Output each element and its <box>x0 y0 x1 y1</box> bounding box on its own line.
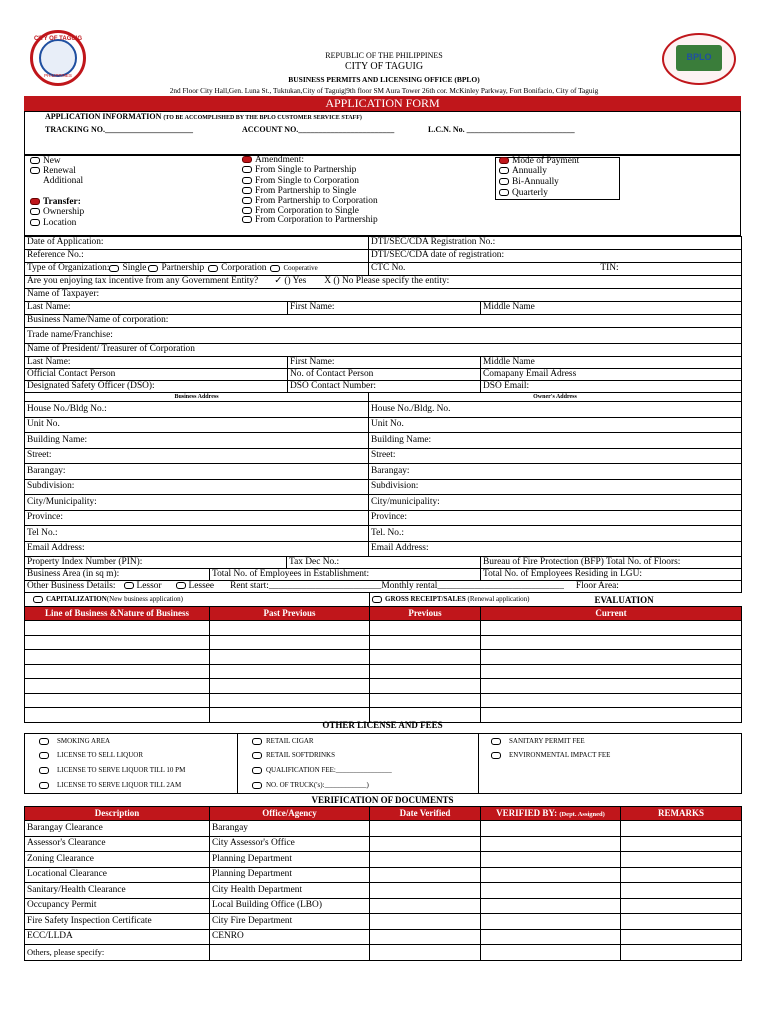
retail-cigar-checkbox[interactable] <box>252 738 262 745</box>
past-previous-cell[interactable] <box>210 664 370 679</box>
sanitary-permit-checkbox[interactable] <box>491 738 501 745</box>
table-row <box>25 821 742 837</box>
doc-office: City Health Department <box>210 883 370 899</box>
amendment-option-3-checkbox[interactable] <box>242 187 252 194</box>
cooperative-label: Cooperative <box>283 264 318 273</box>
account-no-field[interactable]: ACCOUNT NO.________________________ <box>242 125 395 134</box>
rent-start-field[interactable]: Rent start:________________________ <box>230 580 382 591</box>
verified-by-cell[interactable] <box>481 898 621 914</box>
trade-name-field[interactable]: Trade name/Franchise: <box>25 328 742 344</box>
contact-person-field[interactable]: Official Contact Person <box>25 369 288 381</box>
date-verified-cell[interactable] <box>370 898 481 914</box>
doc-office: Local Building Office (LBO) <box>210 898 370 914</box>
tax-incentive-field[interactable] <box>25 276 742 289</box>
business-address-title: Business Address <box>25 393 369 402</box>
lessor-checkbox[interactable] <box>124 582 134 589</box>
gross-receipt-label: GROSS RECEIPT/SALES <box>385 595 466 604</box>
current-cell[interactable] <box>481 693 742 708</box>
liquor-2am-option[interactable] <box>25 779 238 794</box>
own-barangay-field[interactable]: Barangay: <box>369 464 742 480</box>
lessee-label: Lessee <box>188 580 215 591</box>
amendment-option-2[interactable] <box>242 177 359 186</box>
taxpayer-name-label: Name of Taxpayer: <box>25 289 742 302</box>
past-previous-cell[interactable] <box>210 621 370 636</box>
retail-softdrinks-option[interactable] <box>238 749 479 764</box>
owner-address-title: Owner's Address <box>369 393 742 402</box>
gross-receipt-option[interactable] <box>370 593 742 607</box>
payment-mode-label: Mode of Payment <box>512 156 580 166</box>
past-previous-cell[interactable] <box>210 693 370 708</box>
doc-office: Barangay <box>210 821 370 837</box>
verified-by-cell[interactable] <box>481 883 621 899</box>
date-of-application-field[interactable]: Date of Application: <box>25 237 369 250</box>
biz-barangay-field[interactable]: Barangay: <box>25 464 369 480</box>
previous-cell[interactable] <box>370 679 481 694</box>
corporation-label: Corporation <box>221 263 267 274</box>
remarks-cell[interactable] <box>621 867 742 883</box>
date-verified-cell[interactable] <box>370 836 481 852</box>
biz-province-field[interactable]: Province: <box>25 510 369 526</box>
current-header: Current <box>481 607 742 621</box>
evaluation-label: EVALUATION <box>594 594 654 605</box>
current-cell[interactable] <box>481 664 742 679</box>
doc-office: Planning Department <box>210 867 370 883</box>
table-row <box>25 836 742 852</box>
reference-no-field[interactable]: Reference No.: <box>25 250 369 263</box>
dso-email-field[interactable]: DSO Email: <box>481 381 742 393</box>
corporation-checkbox[interactable] <box>208 265 218 272</box>
amendment-option-6-checkbox[interactable] <box>242 216 252 223</box>
verified-by-cell[interactable] <box>481 821 621 837</box>
past-previous-header: Past Previous <box>210 607 370 621</box>
biz-subdivision-field[interactable]: Subdivision: <box>25 479 369 495</box>
transfer-location[interactable] <box>30 219 76 228</box>
lcn-no-field[interactable]: L.C.N. No. ___________________________ <box>428 125 575 134</box>
payment-mode-checkbox[interactable] <box>499 157 509 164</box>
taxpayer-first-name-field[interactable]: First Name: <box>288 302 481 315</box>
seal-text: CITY OF TAGUIG <box>33 36 83 42</box>
empty-cell <box>479 764 742 779</box>
bplo-seal-text: BPLO <box>686 52 712 62</box>
doc-description: Locational Clearance <box>25 867 210 883</box>
type-transfer[interactable] <box>30 198 81 207</box>
dept-assigned-label: (Dept. Assigned) <box>559 810 605 818</box>
amendment-option-5-label: From Corporation to Single <box>255 206 359 216</box>
lgu-employees-field[interactable]: Total No. of Employees Residing in LGU: <box>481 569 742 581</box>
quarterly-checkbox[interactable] <box>499 189 509 196</box>
doc-description: Assessor's Clearance <box>25 836 210 852</box>
retail-softdrinks-label: RETAIL SOFTDRINKS <box>266 751 335 760</box>
own-city-field[interactable]: City/municipality: <box>369 495 742 511</box>
application-info-title: APPLICATION INFORMATION <box>45 112 162 121</box>
doc-office: Planning Department <box>210 852 370 868</box>
amendment-option-4-checkbox[interactable] <box>242 197 252 204</box>
tracking-no-field[interactable]: TRACKING NO.______________________ <box>45 125 194 134</box>
lessor-label: Lessor <box>136 580 162 591</box>
amendment-option-6[interactable] <box>242 216 378 225</box>
liquor-2am-label: LICENSE TO SERVE LIQUOR TILL 2AM <box>57 781 182 790</box>
general-info-table <box>24 236 742 393</box>
previous-cell[interactable] <box>370 650 481 665</box>
verified-by-header <box>481 807 621 821</box>
business-line-cell[interactable] <box>25 650 210 665</box>
payment-quarterly-label: Quarterly <box>512 188 548 198</box>
transfer-ownership[interactable] <box>30 208 84 217</box>
employees-field[interactable]: Total No. of Employees in Establishment: <box>210 569 481 581</box>
office-name: BUSINESS PERMITS AND LICENSING OFFICE (BPLO) <box>288 75 480 84</box>
date-verified-cell[interactable] <box>370 929 481 945</box>
verification-title: VERIFICATION OF DOCUMENTS <box>311 795 454 805</box>
date-verified-cell[interactable] <box>370 883 481 899</box>
biz-building-name-field[interactable]: Building Name: <box>25 433 369 449</box>
truck-count-checkbox[interactable] <box>252 782 262 789</box>
capitalization-label: CAPITALIZATION <box>46 595 107 604</box>
dso-field[interactable]: Designated Safety Officer (DSO): <box>25 381 288 393</box>
environmental-fee-option[interactable] <box>479 749 742 764</box>
business-name-field[interactable]: Business Name/Name of corporation: <box>25 315 742 328</box>
date-verified-header: Date Verified <box>370 807 481 821</box>
business-lines-table <box>24 592 742 723</box>
location-checkbox[interactable] <box>30 219 40 226</box>
date-verified-cell[interactable] <box>370 821 481 837</box>
table-row <box>25 693 742 708</box>
taxpayer-last-name-field[interactable]: Last Name: <box>25 302 288 315</box>
pin-field[interactable]: Property Index Number (PIN): <box>25 557 287 569</box>
business-line-cell[interactable] <box>25 635 210 650</box>
lessee-checkbox[interactable] <box>176 582 186 589</box>
ownership-checkbox[interactable] <box>30 208 40 215</box>
doc-office <box>210 945 370 961</box>
city-name: CITY OF TAGUIG <box>344 61 424 72</box>
date-verified-cell[interactable] <box>370 867 481 883</box>
president-first-name-field[interactable]: First Name: <box>288 357 481 369</box>
office-address: 2nd Floor City Hall,Gen. Luna St., Tuktukan,City of Taguig|9th floor SM Aura Tower 26th cor. McKinley Parkway, Fort Bonifacio, City of Taguig <box>169 86 599 95</box>
business-line-cell[interactable] <box>25 693 210 708</box>
partnership-label: Partnership <box>161 263 205 274</box>
own-street-field[interactable]: Street: <box>369 448 742 464</box>
biannually-checkbox[interactable] <box>499 178 509 185</box>
contact-number-field[interactable]: No. of Contact Person <box>288 369 481 381</box>
tin-label: TIN: <box>600 263 619 274</box>
amendment-option-2-checkbox[interactable] <box>242 177 252 184</box>
sell-liquor-label: LICENSE TO SELL LIQUOR <box>57 751 144 760</box>
table-row <box>25 929 742 945</box>
remarks-cell[interactable] <box>621 898 742 914</box>
liquor-10pm-option[interactable] <box>25 764 238 779</box>
sanitary-permit-label: SANITARY PERMIT FEE <box>509 736 585 745</box>
gross-receipt-note: (Renewal application) <box>467 595 530 604</box>
qualification-fee-checkbox[interactable] <box>252 767 262 774</box>
biz-street-field[interactable]: Street: <box>25 448 369 464</box>
biz-tel-field[interactable]: Tel No.: <box>25 526 369 542</box>
floor-area-field[interactable]: Floor Area: <box>575 580 619 591</box>
verified-by-cell[interactable] <box>481 914 621 930</box>
amendment-option-5-checkbox[interactable] <box>242 207 252 214</box>
taxpayer-middle-name-field[interactable]: Middle Name <box>481 302 742 315</box>
verified-by-cell[interactable] <box>481 945 621 961</box>
table-row <box>25 867 742 883</box>
address-table <box>24 392 742 557</box>
amendment-option-3-label: From Partnership to Single <box>255 186 357 196</box>
tax-incentive-yes[interactable]: ✓ () Yes <box>274 276 307 287</box>
new-checkbox[interactable] <box>30 157 40 164</box>
application-info-label <box>45 113 362 121</box>
remarks-header: REMARKS <box>621 807 742 821</box>
doc-description: Barangay Clearance <box>25 821 210 837</box>
type-transfer-label: Transfer: <box>43 197 81 207</box>
organization-type-field[interactable] <box>25 263 369 276</box>
form-title: APPLICATION FORM <box>24 96 741 111</box>
partnership-checkbox[interactable] <box>148 265 158 272</box>
capitalization-checkbox[interactable] <box>33 596 43 603</box>
own-building-name-field[interactable]: Building Name: <box>369 433 742 449</box>
sell-liquor-checkbox[interactable] <box>39 752 49 759</box>
description-header: Description <box>25 807 210 821</box>
verified-by-label: VERIFIED BY: <box>496 807 558 818</box>
renewal-checkbox[interactable] <box>30 167 40 174</box>
type-amendment-label: Amendment: <box>255 155 304 165</box>
payment-biannually[interactable] <box>499 178 559 187</box>
president-middle-name-field[interactable]: Middle Name <box>481 357 742 369</box>
own-tel-field[interactable]: Tel. No.: <box>369 526 742 542</box>
transfer-checkbox[interactable] <box>30 198 40 205</box>
biz-unit-no-field[interactable]: Unit No. <box>25 417 369 433</box>
previous-cell[interactable] <box>370 635 481 650</box>
date-verified-cell[interactable] <box>370 914 481 930</box>
empty-cell <box>479 779 742 794</box>
current-cell[interactable] <box>481 621 742 636</box>
ctc-tin-field[interactable] <box>369 263 742 276</box>
verified-by-cell[interactable] <box>481 929 621 945</box>
doc-description: Occupancy Permit <box>25 898 210 914</box>
truck-count-label: NO. OF TRUCK('s):____________) <box>266 781 369 790</box>
own-email-field[interactable]: Email Address: <box>369 541 742 557</box>
amendment-option-3[interactable] <box>242 187 356 196</box>
doc-office: CENRO <box>210 929 370 945</box>
other-license-table <box>24 733 742 794</box>
type-new[interactable] <box>30 157 61 166</box>
other-business-details-field[interactable] <box>25 581 742 593</box>
sanitary-permit-option[interactable] <box>479 734 742 749</box>
current-cell[interactable] <box>481 635 742 650</box>
type-renewal[interactable] <box>30 167 76 176</box>
payment-biannually-label: Bi-Annually <box>512 177 559 187</box>
payment-quarterly[interactable] <box>499 189 548 198</box>
doc-description: Zoning Clearance <box>25 852 210 868</box>
current-cell[interactable] <box>481 679 742 694</box>
date-verified-cell[interactable] <box>370 945 481 961</box>
other-details-label: Other Business Details: <box>27 580 116 591</box>
capitalization-note: (New business application) <box>106 595 184 604</box>
amendment-option-1-checkbox[interactable] <box>242 166 252 173</box>
type-additional-label: Additional <box>43 176 84 186</box>
single-checkbox[interactable] <box>109 265 119 272</box>
payment-mode[interactable] <box>499 157 579 166</box>
retail-cigar-option[interactable] <box>238 734 479 749</box>
doc-description: ECC/LLDA <box>25 929 210 945</box>
bfp-floors-field[interactable]: Bureau of Fire Protection (BFP) Total No. of Floors: <box>481 557 742 569</box>
table-row <box>25 852 742 868</box>
remarks-cell[interactable] <box>621 852 742 868</box>
remarks-cell[interactable] <box>621 945 742 961</box>
truck-count-option[interactable] <box>238 779 479 794</box>
business-line-cell[interactable] <box>25 679 210 694</box>
amendment-option-6-label: From Corporation to Partnership <box>255 215 378 225</box>
retail-softdrinks-checkbox[interactable] <box>252 752 262 759</box>
payment-annually-label: Annually <box>512 166 547 176</box>
remarks-cell[interactable] <box>621 929 742 945</box>
smoking-area-label: SMOKING AREA <box>57 736 111 745</box>
ctc-label: CTC No. <box>371 263 406 274</box>
company-email-field[interactable]: Comapany Email Adress <box>481 369 742 381</box>
remarks-cell[interactable] <box>621 836 742 852</box>
business-area-field[interactable]: Business Area (in sq m): <box>25 569 210 581</box>
dti-registration-field[interactable]: DTI/SEC/CDA Registration No.: <box>369 237 742 250</box>
sell-liquor-option[interactable] <box>25 749 238 764</box>
qualification-fee-option[interactable] <box>238 764 479 779</box>
application-info-note: (TO BE ACCOMPLISHED BY THE BPLO CUSTOMER SERVICE STAFF) <box>163 115 362 121</box>
liquor-10pm-checkbox[interactable] <box>39 767 49 774</box>
seal-subtext: PHILIPPINES <box>44 73 72 78</box>
biz-email-field[interactable]: Email Address: <box>25 541 369 557</box>
current-cell[interactable] <box>481 650 742 665</box>
single-label: Single <box>122 263 147 274</box>
type-additional[interactable] <box>30 177 83 186</box>
retail-cigar-label: RETAIL CIGAR <box>266 736 314 745</box>
biz-city-field[interactable]: City/Municipality: <box>25 495 369 511</box>
own-unit-no-field[interactable]: Unit No. <box>369 417 742 433</box>
organization-type-label: Type of Organization: <box>27 263 110 274</box>
own-subdivision-field[interactable]: Subdivision: <box>369 479 742 495</box>
remarks-cell[interactable] <box>621 821 742 837</box>
past-previous-cell[interactable] <box>210 650 370 665</box>
type-renewal-label: Renewal <box>43 166 76 176</box>
republic-line: REPUBLIC OF THE PHILIPPINES <box>325 51 443 60</box>
type-new-label: New <box>43 156 61 166</box>
president-name-label: Name of President/ Treasurer of Corporation <box>25 344 742 357</box>
liquor-2am-checkbox[interactable] <box>39 782 49 789</box>
environmental-fee-checkbox[interactable] <box>491 752 501 759</box>
verified-by-cell[interactable] <box>481 852 621 868</box>
amendment-option-2-label: From Single to Corporation <box>255 176 359 186</box>
qualification-fee-label: QUALIFICATION FEE:________________ <box>266 766 392 775</box>
table-row <box>25 650 742 665</box>
other-license-title: OTHER LICENSE AND FEES <box>322 720 443 730</box>
type-amendment[interactable] <box>242 156 304 165</box>
table-row <box>25 883 742 899</box>
amendment-option-1[interactable] <box>242 166 356 175</box>
transfer-ownership-label: Ownership <box>43 207 85 217</box>
business-line-cell[interactable] <box>25 664 210 679</box>
remarks-cell[interactable] <box>621 883 742 899</box>
verified-by-cell[interactable] <box>481 836 621 852</box>
table-row <box>25 914 742 930</box>
smoking-area-option[interactable] <box>25 734 238 749</box>
application-type-section <box>24 155 741 236</box>
own-house-no-field[interactable]: House No./Bldg. No. <box>369 402 742 418</box>
previous-cell[interactable] <box>370 693 481 708</box>
line-of-business-header: Line of Business &Nature of Business <box>25 607 210 621</box>
table-row <box>25 635 742 650</box>
amendment-option-1-label: From Single to Partnership <box>255 165 357 175</box>
amendment-checkbox[interactable] <box>242 156 252 163</box>
verified-by-cell[interactable] <box>481 867 621 883</box>
smoking-area-checkbox[interactable] <box>39 738 49 745</box>
verification-table <box>24 806 742 961</box>
dso-contact-field[interactable]: DSO Contact Number: <box>288 381 481 393</box>
remarks-cell[interactable] <box>621 914 742 930</box>
tax-incentive-no[interactable]: X () No Please specify the entity: <box>324 276 450 287</box>
dti-date-field[interactable]: DTI/SEC/CDA date of registration: <box>369 250 742 263</box>
biz-house-no-field[interactable]: House No./Bldg No.: <box>25 402 369 418</box>
monthly-rental-field[interactable]: Monthly rental___________________________ <box>381 580 564 591</box>
business-line-cell[interactable] <box>25 621 210 636</box>
past-previous-cell[interactable] <box>210 635 370 650</box>
annually-checkbox[interactable] <box>499 167 509 174</box>
misc-info-table <box>24 556 742 593</box>
doc-office: City Assessor's Office <box>210 836 370 852</box>
past-previous-cell[interactable] <box>210 679 370 694</box>
own-province-field[interactable]: Province: <box>369 510 742 526</box>
tax-incentive-question: Are you enjoying tax incentive from any Government Entity? <box>27 276 259 287</box>
previous-header: Previous <box>370 607 481 621</box>
capitalization-option[interactable] <box>25 593 370 607</box>
date-verified-cell[interactable] <box>370 852 481 868</box>
payment-annually[interactable] <box>499 167 547 176</box>
doc-description: Others, please specify: <box>25 945 210 961</box>
gross-receipt-checkbox[interactable] <box>372 596 382 603</box>
doc-description: Fire Safety Inspection Certificate <box>25 914 210 930</box>
environmental-fee-label: ENVIRONMENTAL IMPACT FEE <box>509 751 611 760</box>
table-row <box>25 664 742 679</box>
previous-cell[interactable] <box>370 664 481 679</box>
table-row <box>25 898 742 914</box>
doc-office: City Fire Department <box>210 914 370 930</box>
office-agency-header: Office/Agency <box>210 807 370 821</box>
table-row <box>25 621 742 636</box>
amendment-option-4-label: From Partnership to Corporation <box>255 196 378 206</box>
president-last-name-field[interactable]: Last Name: <box>25 357 288 369</box>
tax-dec-field[interactable]: Tax Dec No.: <box>287 557 481 569</box>
table-row <box>25 945 742 961</box>
transfer-location-label: Location <box>43 218 77 228</box>
doc-description: Sanitary/Health Clearance <box>25 883 210 899</box>
table-row <box>25 679 742 694</box>
previous-cell[interactable] <box>370 621 481 636</box>
liquor-10pm-label: LICENSE TO SERVE LIQUOR TILL 10 PM <box>57 766 186 775</box>
amendment-option-4[interactable] <box>242 197 378 206</box>
cooperative-checkbox[interactable] <box>270 265 280 272</box>
